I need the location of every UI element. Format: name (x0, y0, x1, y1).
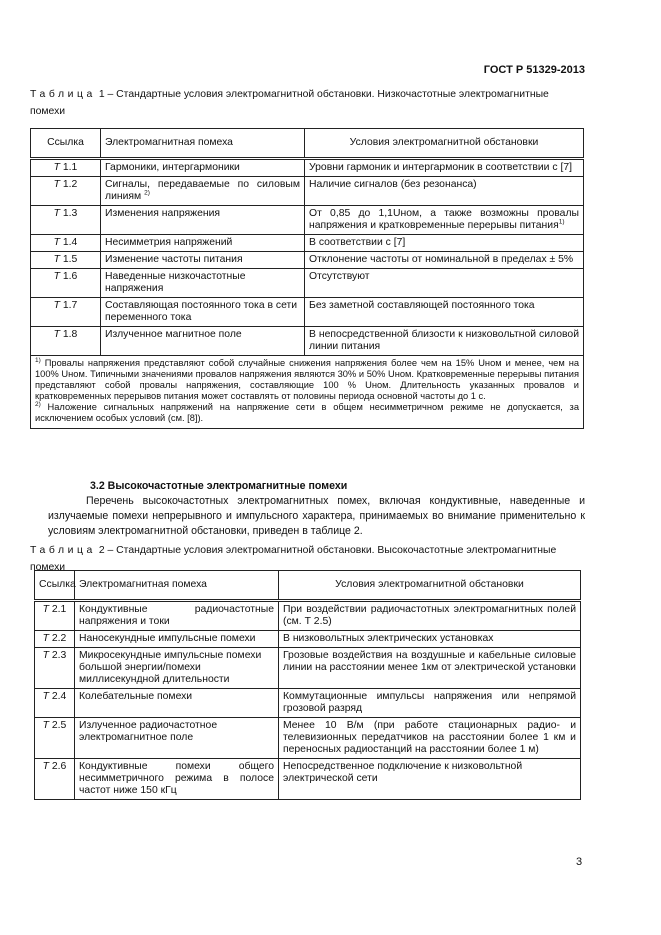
table-row: Т 1.2 Сигналы, передаваемые по силовым линиям $^{2)}$ Наличие сигналов (без резонанса) (31, 177, 584, 206)
table-row: Т 2.6 Кондуктивные помехи общего несимметричного режима в полосе частот ниже 150 кГц Непосредственное подключение к низковольтной электрической сети (35, 759, 581, 800)
table-row: Т 2.3 Микросекундные импульсные помехи большой энергии/помехи миллисекундной длительности Грозовые воздействия на воздушные и кабельные силовые линии на расстоянии менее 1км от электрической установки (35, 648, 581, 689)
table2-caption: Таблица 2 – Стандартные условия электромагнитной обстановки. Высокочастотные электромагнитные помехи (30, 545, 557, 573)
footnote-1: $^{1)}$ Провалы напряжения представляют собой случайные снижения напряжения более чем на 15% Uном и менее, чем на 100% Uном. Типичными значениями провалов напряжения являются 30% и 50% Uном. Кратковременные перерывы питания представляют собой провалы напряжения, составляющие 100 % Uном. Длительность указанных провалов и кратковременных перерывов питания может составлять от половины периода основной частоты до 1 с. (35, 356, 579, 401)
section-paragraph: Перечень высокочастотных электромагнитных помех, включая кондуктивные, наведенные и излучаемые помехи непрерывного и импульсного характера, принимаемых во внимание применительно к условиям электромагнитной обстановки, приведен в таблице 2. (48, 495, 585, 537)
table-row: Т 2.5 Излученное радиочастотное электромагнитное поле Менее 10 В/м (при работе стационарных радио- и телевизионных передатчиков на расстоянии более 1 км и переносных радиостанций на расстоянии более 1 м) (35, 718, 581, 759)
document-id: ГОСТ Р 51329-2013 (483, 64, 585, 76)
table1-caption: Таблица 1 – Стандартные условия электромагнитной обстановки. Низкочастотные электромагнитные помехи (30, 89, 549, 117)
table2-header-conditions: Условия электромагнитной обстановки (279, 571, 581, 601)
table-row: Т 1.1 Гармоники, интергармоники Уровни гармоник и интергармоник в соответствии с [7] (31, 159, 584, 177)
table-row: Т 1.8 Излученное магнитное поле В непосредственной близости к низковольтной силовой линии питания (31, 327, 584, 356)
table-row: Т 2.4 Колебательные помехи Коммутационные импульсы напряжения или непрямой грозовой разряд (35, 689, 581, 718)
table-row: Т 1.5 Изменение частоты питания Отклонение частоты от номинальной в пределах ± 5% (31, 252, 584, 269)
table-2 (34, 570, 581, 800)
table2-header-ref: Ссылка (35, 571, 75, 601)
section-title: 3.2 Высокочастотные электромагнитные помехи (90, 480, 348, 492)
table1-footnotes (31, 356, 584, 429)
table-row: Т 1.3 Изменения напряжения От 0,85 до 1,1Uном, а также возможны провалы напряжения и кратковременные перерывы питания$^{1)}$ (31, 206, 584, 235)
footnote-2: $^{2)}$ Наложение сигнальных напряжений на напряжение сети в общем несимметричном режиме не допускается, за исключением особых условий (см. [8]). (35, 400, 579, 423)
table-row: Т 2.2 Наносекундные импульсные помехи В низковольтных электрических установках (35, 631, 581, 648)
page-number: 3 (576, 856, 583, 868)
table2-header-interference: Электромагнитная помеха (75, 571, 279, 601)
table1-header-conditions: Условия электромагнитной обстановки (305, 129, 584, 159)
table-1 (30, 128, 584, 429)
table-row: Т 1.4 Несимметрия напряжений В соответствии с [7] (31, 235, 584, 252)
table-row: Т 1.6 Наведенные низкочастотные напряжения Отсутствуют (31, 269, 584, 298)
table-row: Т 2.1 Кондуктивные радиочастотные напряжения и токи При воздействии радиочастотных электромагнитных полей (см. Т 2.5) (35, 601, 581, 631)
table-row: Т 1.7 Составляющая постоянного тока в сети переменного тока Без заметной составляющей постоянного тока (31, 298, 584, 327)
table1-header-ref: Ссылка (31, 129, 101, 159)
table1-header-interference: Электромагнитная помеха (101, 129, 305, 159)
